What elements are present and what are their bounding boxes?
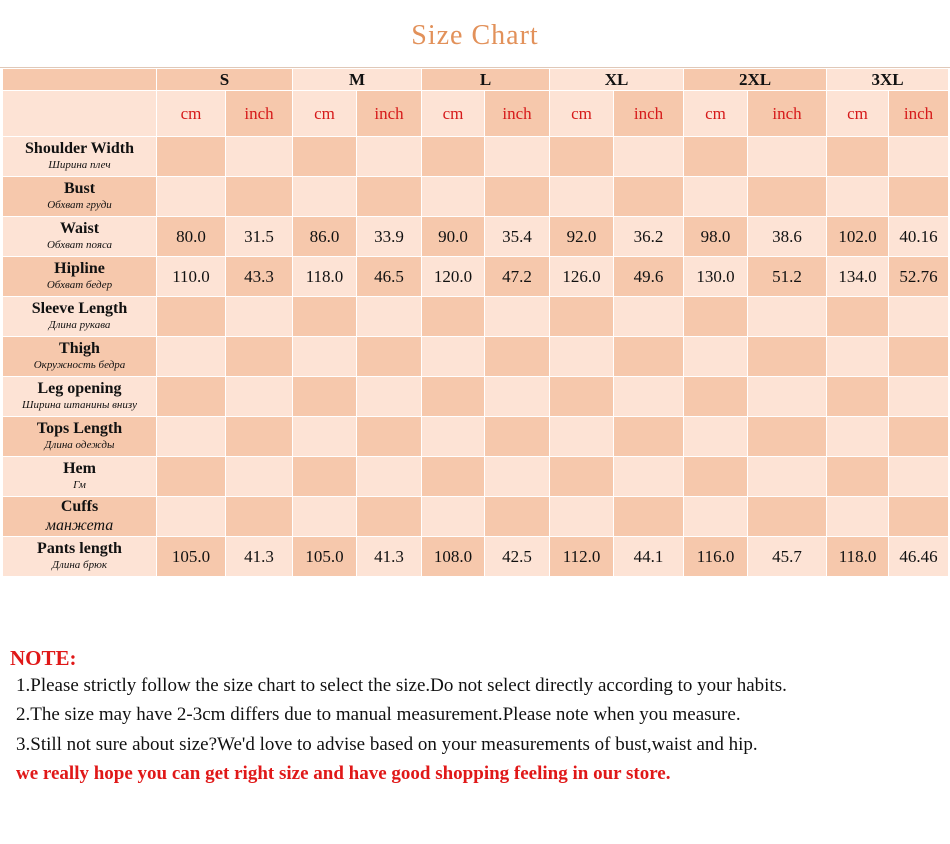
value-cell <box>226 377 293 417</box>
measurement-name <box>3 417 157 457</box>
value-cell: 52.76 <box>889 257 949 297</box>
value-cell <box>293 457 357 497</box>
value-cell: 102.0 <box>827 217 889 257</box>
value-cell <box>357 497 422 537</box>
value-cell <box>889 297 949 337</box>
table-row <box>3 257 949 297</box>
value-cell <box>550 417 614 457</box>
value-cell <box>226 457 293 497</box>
value-cell <box>357 337 422 377</box>
value-cell <box>157 177 226 217</box>
measurement-label-en: Bust <box>63 180 96 197</box>
value-cell <box>614 177 684 217</box>
size-header: L <box>422 69 550 91</box>
value-cell <box>485 497 550 537</box>
measurement-label-ru: Обхват бедер <box>46 279 113 291</box>
size-header: S <box>157 69 293 91</box>
value-cell <box>357 417 422 457</box>
value-cell <box>614 337 684 377</box>
unit-header: cm <box>684 91 748 137</box>
note-line-1: 1.Please strictly follow the size chart to select the size.Do not select directly according to your habits. <box>16 675 787 696</box>
value-cell <box>827 497 889 537</box>
note-line-3: 3.Still not sure about size?We'd love to advise based on your measurements of bust,waist and hip. <box>16 734 758 755</box>
value-cell <box>827 297 889 337</box>
unit-header: cm <box>827 91 889 137</box>
value-cell <box>614 497 684 537</box>
value-cell <box>485 337 550 377</box>
measurement-label-en: Hipline <box>54 260 105 277</box>
measurement-label-ru: Обхват пояса <box>46 239 113 251</box>
table-row <box>3 217 949 257</box>
unit-header: cm <box>293 91 357 137</box>
value-cell <box>889 137 949 177</box>
value-cell <box>226 177 293 217</box>
table-row <box>3 137 949 177</box>
measurement-name <box>3 297 157 337</box>
value-cell <box>485 377 550 417</box>
table-row <box>3 177 949 217</box>
unit-header: inch <box>889 91 949 137</box>
value-cell <box>293 137 357 177</box>
value-cell <box>157 377 226 417</box>
size-header: 3XL <box>827 69 949 91</box>
value-cell <box>748 137 827 177</box>
value-cell <box>614 417 684 457</box>
value-cell <box>550 137 614 177</box>
value-cell: 35.4 <box>485 217 550 257</box>
value-cell <box>357 457 422 497</box>
value-cell: 86.0 <box>293 217 357 257</box>
value-cell: 105.0 <box>157 537 226 577</box>
value-cell: 40.16 <box>889 217 949 257</box>
value-cell <box>827 417 889 457</box>
measurement-name <box>3 137 157 177</box>
value-cell <box>684 177 748 217</box>
value-cell <box>684 497 748 537</box>
value-cell <box>684 457 748 497</box>
value-cell <box>550 457 614 497</box>
value-cell <box>422 417 485 457</box>
unit-header: cm <box>422 91 485 137</box>
value-cell <box>226 497 293 537</box>
value-cell <box>550 497 614 537</box>
table-row <box>3 537 949 577</box>
value-cell <box>614 457 684 497</box>
value-cell: 126.0 <box>550 257 614 297</box>
value-cell: 49.6 <box>614 257 684 297</box>
value-cell <box>684 377 748 417</box>
value-cell <box>748 377 827 417</box>
value-cell: 110.0 <box>157 257 226 297</box>
value-cell <box>422 177 485 217</box>
unit-header: inch <box>357 91 422 137</box>
value-cell: 36.2 <box>614 217 684 257</box>
measurement-name <box>3 257 157 297</box>
measurement-name <box>3 177 157 217</box>
measurement-label-en: Shoulder Width <box>25 140 134 157</box>
unit-header: inch <box>485 91 550 137</box>
value-cell <box>293 497 357 537</box>
value-cell <box>550 377 614 417</box>
note-title: NOTE: <box>10 646 77 670</box>
value-cell <box>827 137 889 177</box>
value-cell <box>889 417 949 457</box>
value-cell <box>422 337 485 377</box>
value-cell <box>357 137 422 177</box>
measurement-name <box>3 537 157 577</box>
measurement-name <box>3 337 157 377</box>
value-cell <box>827 337 889 377</box>
value-cell: 98.0 <box>684 217 748 257</box>
value-cell: 130.0 <box>684 257 748 297</box>
value-cell <box>550 297 614 337</box>
unit-header: cm <box>550 91 614 137</box>
value-cell <box>157 417 226 457</box>
value-cell <box>422 457 485 497</box>
value-cell: 47.2 <box>485 257 550 297</box>
value-cell: 105.0 <box>293 537 357 577</box>
size-chart-table <box>2 68 949 577</box>
value-cell <box>422 497 485 537</box>
measurement-label-ru: Ширина плеч <box>48 159 111 171</box>
value-cell <box>889 457 949 497</box>
measurement-label-ru: Длина брюк <box>52 559 107 571</box>
value-cell <box>226 137 293 177</box>
measurement-label-ru: Обхват груди <box>47 199 112 211</box>
measurement-label-ru: Окружность бедра <box>33 359 126 371</box>
table-row <box>3 457 949 497</box>
size-header: M <box>293 69 422 91</box>
value-cell <box>226 417 293 457</box>
value-cell <box>422 137 485 177</box>
measurement-label-ru: Длина одежды <box>44 439 115 451</box>
value-cell <box>748 457 827 497</box>
value-cell <box>889 337 949 377</box>
unit-header: inch <box>226 91 293 137</box>
value-cell <box>293 177 357 217</box>
unit-header: inch <box>748 91 827 137</box>
value-cell <box>827 377 889 417</box>
value-cell <box>485 457 550 497</box>
value-cell <box>226 297 293 337</box>
value-cell <box>357 297 422 337</box>
value-cell <box>550 337 614 377</box>
measurement-label-en: Sleeve Length <box>31 300 128 317</box>
measurement-label-ru: Ширина штанины внизу <box>21 399 137 411</box>
value-cell: 118.0 <box>293 257 357 297</box>
value-cell <box>293 297 357 337</box>
value-cell: 134.0 <box>827 257 889 297</box>
value-cell <box>422 377 485 417</box>
value-cell <box>889 497 949 537</box>
value-cell: 120.0 <box>422 257 485 297</box>
measurement-name <box>3 377 157 417</box>
value-cell: 46.46 <box>889 537 949 577</box>
note-line-2: 2.The size may have 2-3cm differs due to manual measurement.Please note when you measure. <box>16 704 741 725</box>
value-cell: 42.5 <box>485 537 550 577</box>
value-cell <box>684 297 748 337</box>
value-cell: 90.0 <box>422 217 485 257</box>
value-cell: 80.0 <box>157 217 226 257</box>
value-cell <box>293 337 357 377</box>
value-cell: 43.3 <box>226 257 293 297</box>
measurement-label-en: Thigh <box>59 340 100 357</box>
value-cell <box>684 337 748 377</box>
unit-corner <box>3 91 157 137</box>
value-cell <box>485 177 550 217</box>
value-cell <box>357 377 422 417</box>
value-cell <box>827 457 889 497</box>
value-cell: 116.0 <box>684 537 748 577</box>
value-cell <box>614 137 684 177</box>
value-cell <box>748 337 827 377</box>
value-cell <box>485 137 550 177</box>
table-row <box>3 417 949 457</box>
measurement-label-en: Waist <box>59 220 100 237</box>
value-cell <box>157 137 226 177</box>
unit-header: cm <box>157 91 226 137</box>
value-cell <box>226 337 293 377</box>
measurement-name <box>3 217 157 257</box>
value-cell <box>422 297 485 337</box>
value-cell <box>684 417 748 457</box>
size-header: XL <box>550 69 684 91</box>
value-cell <box>748 417 827 457</box>
value-cell: 46.5 <box>357 257 422 297</box>
size-header: 2XL <box>684 69 827 91</box>
value-cell <box>684 137 748 177</box>
value-cell <box>614 297 684 337</box>
value-cell: 118.0 <box>827 537 889 577</box>
value-cell <box>293 377 357 417</box>
value-cell <box>485 417 550 457</box>
value-cell: 31.5 <box>226 217 293 257</box>
value-cell <box>357 177 422 217</box>
table-row <box>3 337 949 377</box>
header-corner <box>3 69 157 91</box>
value-cell <box>614 377 684 417</box>
value-cell <box>748 297 827 337</box>
chart-title: Size Chart <box>0 0 950 68</box>
measurement-label-en: Pants length <box>37 540 122 557</box>
measurement-label-en: Cuffs <box>60 497 99 515</box>
value-cell <box>157 457 226 497</box>
value-cell: 41.3 <box>357 537 422 577</box>
measurement-label-en: Leg opening <box>37 380 122 397</box>
value-cell: 33.9 <box>357 217 422 257</box>
unit-header: inch <box>614 91 684 137</box>
value-cell <box>293 417 357 457</box>
value-cell: 51.2 <box>748 257 827 297</box>
value-cell: 112.0 <box>550 537 614 577</box>
value-cell <box>157 497 226 537</box>
value-cell: 38.6 <box>748 217 827 257</box>
value-cell <box>748 177 827 217</box>
table-row <box>3 377 949 417</box>
value-cell <box>485 297 550 337</box>
value-cell <box>889 377 949 417</box>
measurement-name <box>3 497 157 537</box>
measurement-label-en: Tops Length <box>36 420 123 437</box>
value-cell <box>157 297 226 337</box>
measurement-label-ru: манжета <box>45 516 114 534</box>
value-cell: 108.0 <box>422 537 485 577</box>
value-cell: 44.1 <box>614 537 684 577</box>
note-line-4: we really hope you can get right size and have good shopping feeling in our store. <box>16 763 671 784</box>
table-row <box>3 297 949 337</box>
value-cell: 92.0 <box>550 217 614 257</box>
value-cell <box>550 177 614 217</box>
value-cell: 45.7 <box>748 537 827 577</box>
table-row <box>3 497 949 537</box>
measurement-label-ru: Длина рукава <box>48 319 111 331</box>
value-cell <box>889 177 949 217</box>
value-cell <box>748 497 827 537</box>
measurement-name <box>3 457 157 497</box>
value-cell <box>157 337 226 377</box>
measurement-label-ru: Гм <box>73 479 86 491</box>
value-cell: 41.3 <box>226 537 293 577</box>
value-cell <box>827 177 889 217</box>
measurement-label-en: Hem <box>63 460 96 477</box>
